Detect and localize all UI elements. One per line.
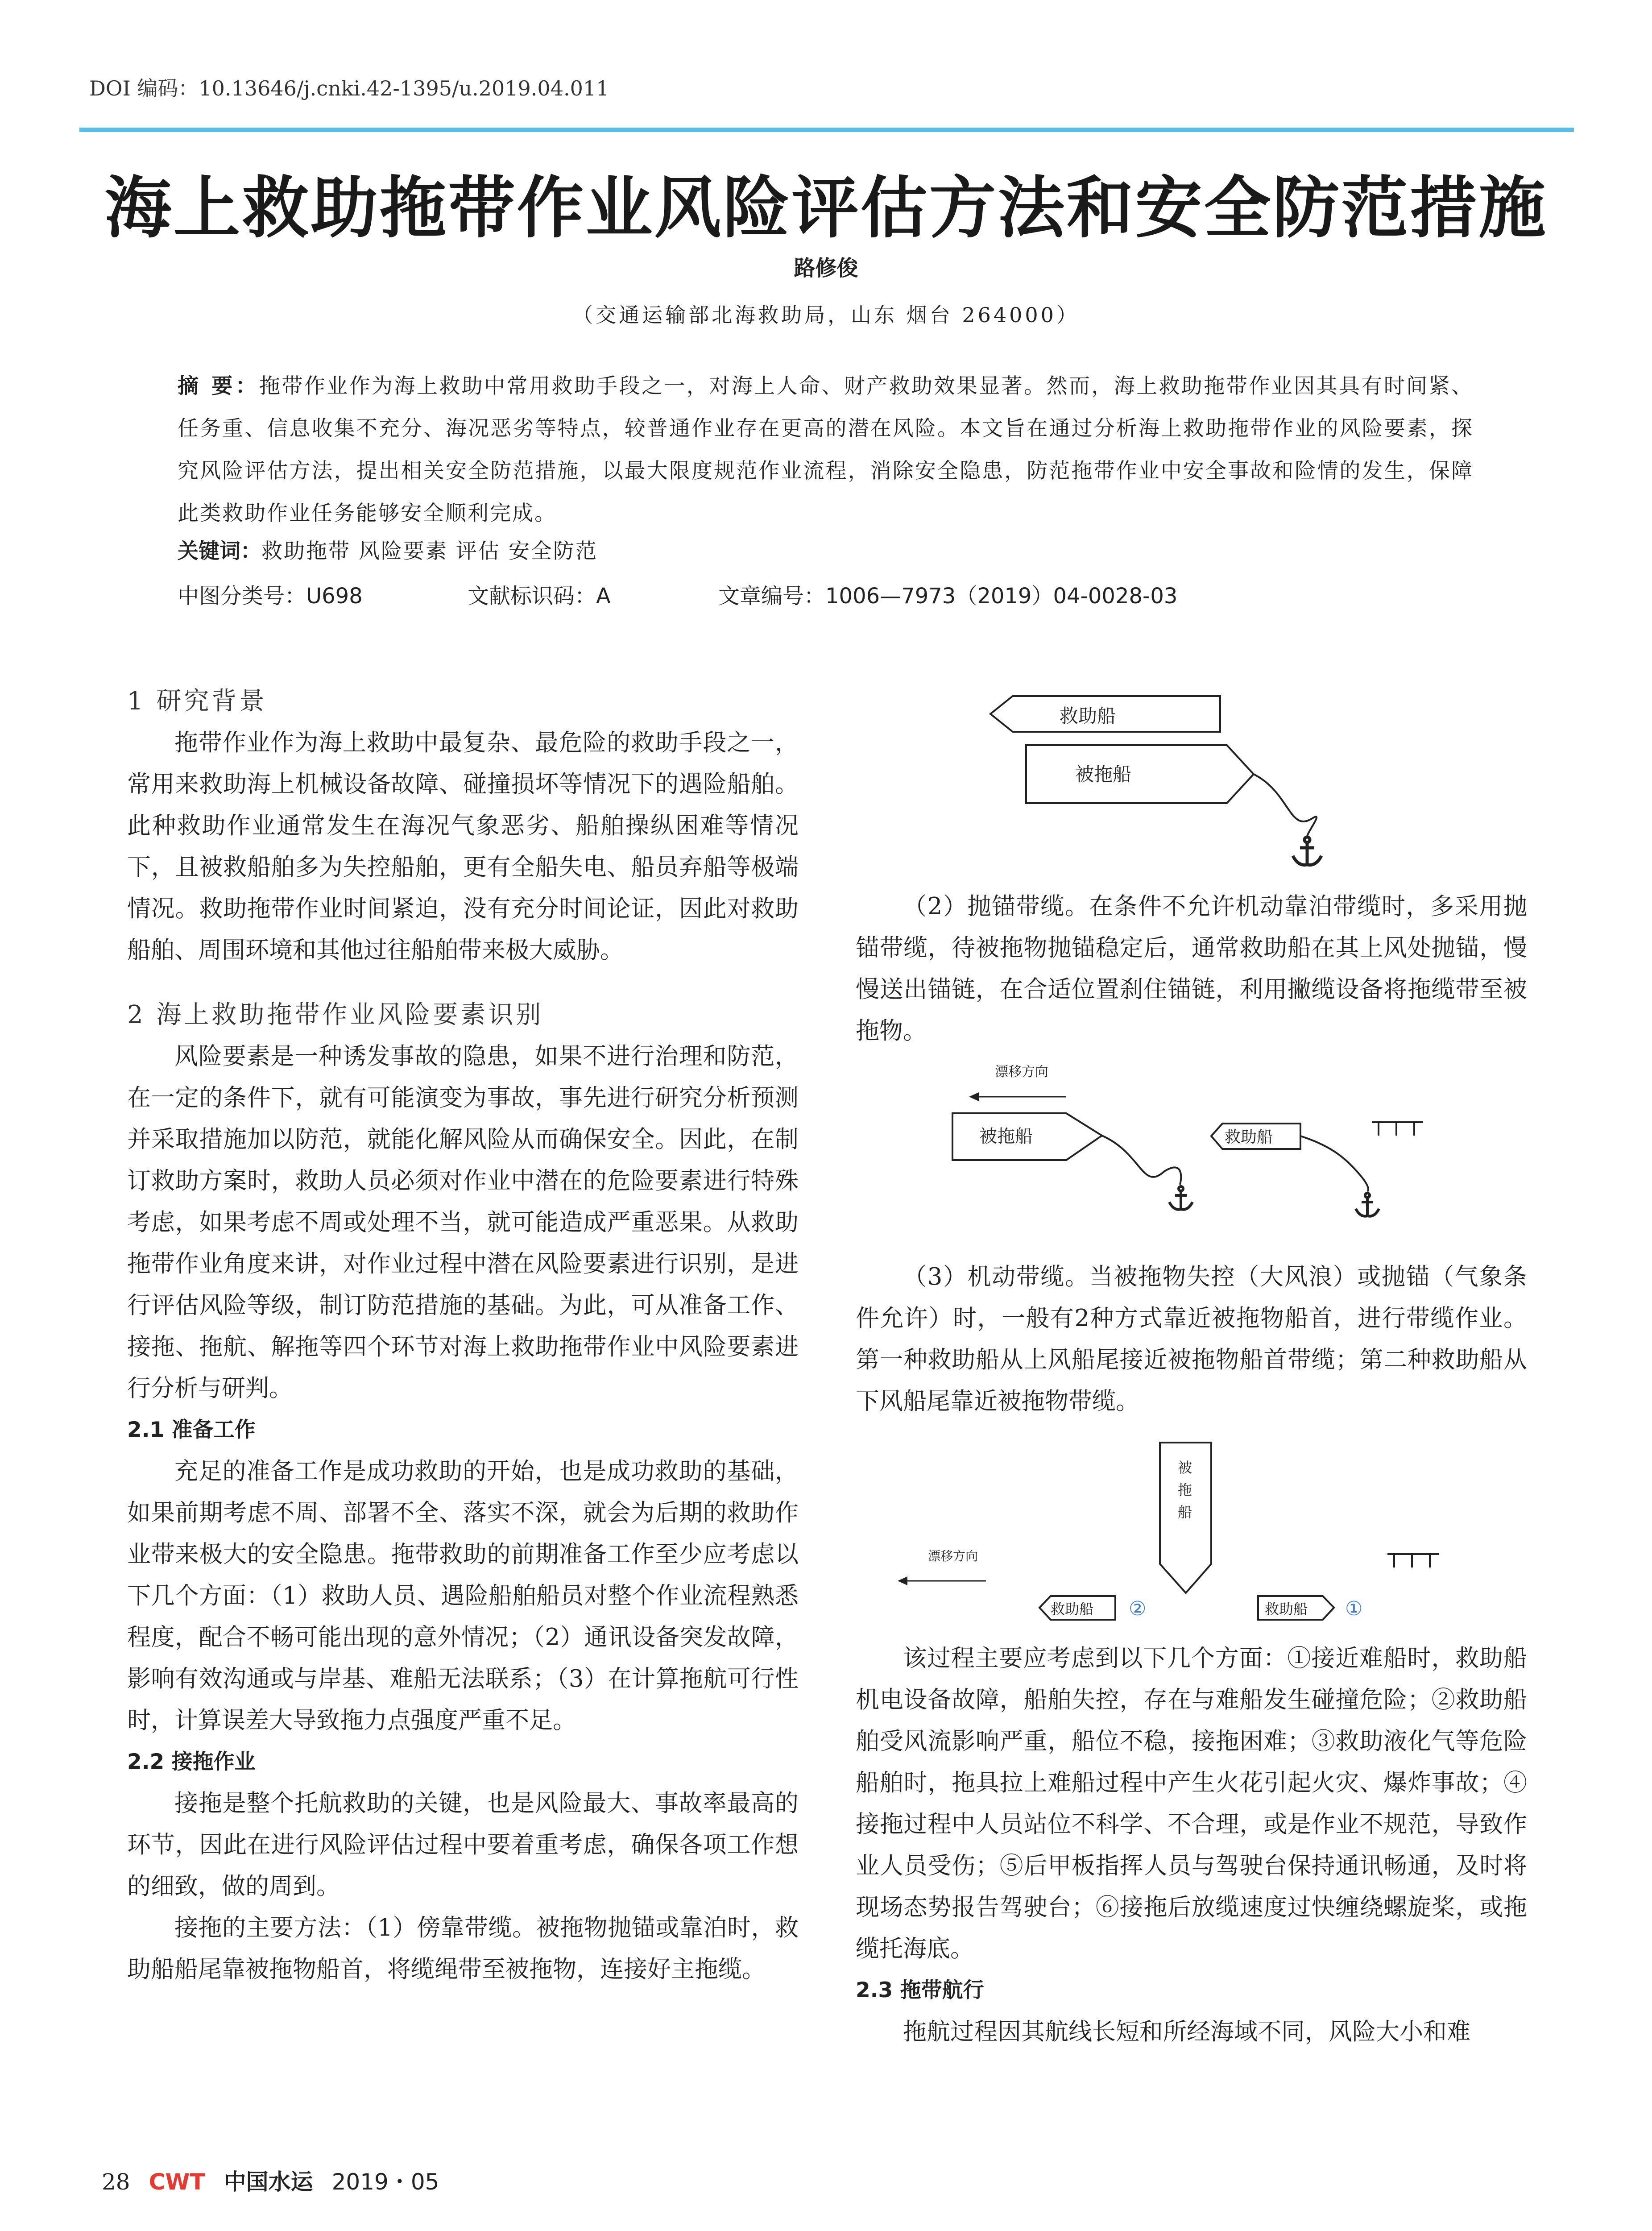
affiliation: （交通运输部北海救助局，山东 烟台 264000）	[572, 303, 1080, 327]
rescue-anchor-chain	[1300, 1136, 1368, 1191]
issue-label: 2019・05	[331, 2169, 439, 2195]
article-title: 海上救助拖带作业风险评估方法和安全防范措施	[104, 169, 1548, 247]
towed-ship-shape	[952, 1113, 1102, 1160]
header-rule	[79, 128, 1574, 132]
section-1-paragraph: 拖带作业作为海上救助中最复杂、最危险的救助手段之一，常用来救助海上机械设备故障、碰撞损坏等情况下的遇险船舶。此种救助作业通常发生在海况气象恶劣、船舶操纵困难等情况下，且被救船舶多为失控船舶，更有全船失电、船员弃船等极端情况。救助拖带作业时间紧迫，没有充分时间论证，因此对救助船舶、周围环境和其他过往船舶带来极大威胁。	[127, 729, 799, 964]
keywords-text: 救助拖带 风险要素 评估 安全防范	[261, 539, 598, 564]
berthing-diagram	[977, 689, 1352, 868]
right-column-part-3	[856, 1638, 1527, 2053]
left-column	[127, 680, 799, 1990]
towed-ship-label-1: 被	[1178, 1459, 1192, 1476]
wind-waves-icon	[1372, 1122, 1423, 1136]
towed-ship-label-3: 船	[1178, 1504, 1192, 1521]
maneuver-towing-paragraph: （3）机动带缆。当被拖物失控（大风浪）或抛锚（气象条件允许）时，一般有2种方式靠近被拖物船首，进行带缆作业。第一种救助船从上风船尾接近被拖物船首带缆；第二种救助船从下风船尾靠近被拖物带缆。	[856, 1263, 1527, 1415]
section-2-2-paragraph: 接拖是整个托航救助的关键，也是风险最大、事故率最高的环节，因此在进行风险评估过程中要着重考虑，确保各项工作想的细致，做的周到。	[127, 1790, 799, 1900]
section-2-heading: 2 海上救助拖带作业风险要素识别	[127, 1000, 544, 1029]
drift-direction-label: 漂移方向	[928, 1549, 978, 1563]
abstract	[178, 365, 1474, 535]
towed-anchor-chain	[1102, 1136, 1181, 1185]
section-2-1-paragraph: 充足的准备工作是成功救助的开始，也是成功救助的基础，如果前期考虑不周、部署不全、落实不深，就会为后期的救助作业带来极大的安全隐患。拖带救助的前期准备工作至少应考虑以下几个方面：（1）救助人员、遇险船舶船员对整个作业流程熟悉程度，配合不畅可能出现的意外情况；（2）通讯设备突发故障，影响有效沟通或与岸基、难船无法联系；（3）在计算拖航可行性时，计算误差大导致拖力点强度严重不足。	[127, 1458, 799, 1734]
doi-line: DOI 编码：10.13646/j.cnki.42-1395/u.2019.04.011	[89, 76, 609, 100]
right-column-part-1	[856, 886, 1527, 1052]
maneuver-towing-diagram	[883, 1439, 1481, 1626]
towed-ship-label-2: 拖	[1178, 1481, 1192, 1498]
anchor-icon	[1356, 1193, 1379, 1216]
anchor-towing-paragraph: （2）抛锚带缆。在条件不允许机动靠泊带缆时，多采用抛锚带缆，待被拖物抛锚稳定后，通常救助船在其上风处抛锚，慢慢送出锚链，在合适位置刹住锚链，利用撇缆设备将拖缆带至被拖物。	[856, 893, 1527, 1045]
keywords-label: 关键词：	[178, 539, 261, 564]
page-footer	[102, 2164, 439, 2196]
position-1-marker: ①	[1345, 1597, 1363, 1620]
abstract-text: 拖带作业作为海上救助中常用救助手段之一，对海上人命、财产救助效果显著。然而，海上救助拖带作业因其具有时间紧、任务重、信息收集不充分、海况恶劣等特点，较普通作业存在更高的潜在风险。本文旨在通过分析海上救助拖带作业的风险要素，探究风险评估方法，提出相关安全防范措施，以最大限度规范作业流程，消除安全隐患，防范拖带作业中安全事故和险情的发生，保障此类救助作业任务能够安全顺利完成。	[178, 374, 1474, 526]
drift-direction-label: 漂移方向	[995, 1064, 1048, 1080]
article-number: 文章编号：1006—7973（2019）04-0028-03	[718, 584, 1178, 609]
rescue-ship-shape	[1211, 1124, 1300, 1149]
page-number: 28	[102, 2169, 130, 2195]
anchor-icon	[1293, 837, 1321, 865]
abstract-label: 摘 要：	[178, 374, 260, 398]
section-1-heading: 1 研究背景	[127, 687, 267, 716]
drift-arrow	[898, 1576, 986, 1585]
anchor-towing-diagram	[932, 1057, 1477, 1223]
rescue-ship-shape	[990, 696, 1220, 732]
magazine-name: 中国水运	[224, 2169, 313, 2195]
anchor-chain	[1254, 774, 1317, 837]
section-2-paragraph: 风险要素是一种诱发事故的隐患，如果不进行治理和防范，在一定的条件下，就有可能演变为事故，事先进行研究分析预测并采取措施加以防范，就能化解风险从而确保安全。因此，在制订救助方案时，救助人员必须对作业中潜在的危险要素进行特殊考虑，如果考虑不周或处理不当，就可能造成严重恶果。从救助拖带作业角度来讲，对作业过程中潜在风险要素进行识别，是进行评估风险等级，制订防范措施的基础。为此，可从准备工作、接拖、拖航、解拖等四个环节对海上救助拖带作业中风险要素进行分析与研判。	[127, 1043, 799, 1402]
rescue-ship-2-label: 救助船	[1051, 1601, 1094, 1617]
towed-ship-shape	[1026, 745, 1254, 803]
document-code: 文献标识码：A	[468, 584, 611, 609]
rescue-ship-label: 救助船	[1225, 1128, 1273, 1146]
towing-methods-paragraph: 接拖的主要方法：（1）傍靠带缆。被拖物抛锚或靠泊时，救助船船尾靠被拖物船首，将缆绳带至被拖物，连接好主拖缆。	[127, 1914, 799, 1983]
rescue-ship-1-shape	[1258, 1596, 1334, 1620]
keywords	[178, 535, 598, 564]
position-2-marker: ②	[1129, 1597, 1147, 1620]
right-column-part-2	[856, 1256, 1527, 1422]
brand-logo: CWT	[149, 2169, 205, 2195]
clc-number: 中图分类号：U698	[178, 584, 363, 609]
section-2-3-paragraph: 拖航过程因其航线长短和所经海域不同，风险大小和难	[903, 2018, 1470, 2045]
towed-ship-label: 被拖船	[979, 1126, 1033, 1147]
author-name: 路修俊	[794, 256, 858, 281]
rescue-ship-2-shape	[1039, 1596, 1115, 1620]
anchor-icon	[1169, 1186, 1192, 1210]
rescue-ship-label: 救助船	[1060, 705, 1116, 727]
rescue-ship-1-label: 救助船	[1265, 1601, 1308, 1617]
section-2-1-heading: 2.1 准备工作	[127, 1418, 256, 1442]
drift-arrow	[969, 1092, 1066, 1101]
risks-paragraph: 该过程主要应考虑到以下几个方面：①接近难船时，救助船机电设备故障，船舶失控，存在与难船发生碰撞危险；②救助船舶受风流影响严重，船位不稳，接拖困难；③救助液化气等危险船舶时，拖具拉上难船过程中产生火花引起火灾、爆炸事故；④接拖过程中人员站位不科学、不合理，或是作业不规范，导致作业人员受伤；⑤后甲板指挥人员与驾驶台保持通讯畅通，及时将现场态势报告驾驶台；⑥接拖后放缆速度过快缠绕螺旋桨，或拖缆托海底。	[856, 1645, 1527, 1962]
towed-ship-vertical	[1160, 1443, 1211, 1593]
section-2-2-heading: 2.2 接拖作业	[127, 1750, 256, 1774]
towed-ship-label: 被拖船	[1075, 763, 1132, 785]
section-2-3-heading: 2.3 拖带航行	[856, 1978, 984, 2003]
wind-waves-icon	[1387, 1554, 1439, 1568]
